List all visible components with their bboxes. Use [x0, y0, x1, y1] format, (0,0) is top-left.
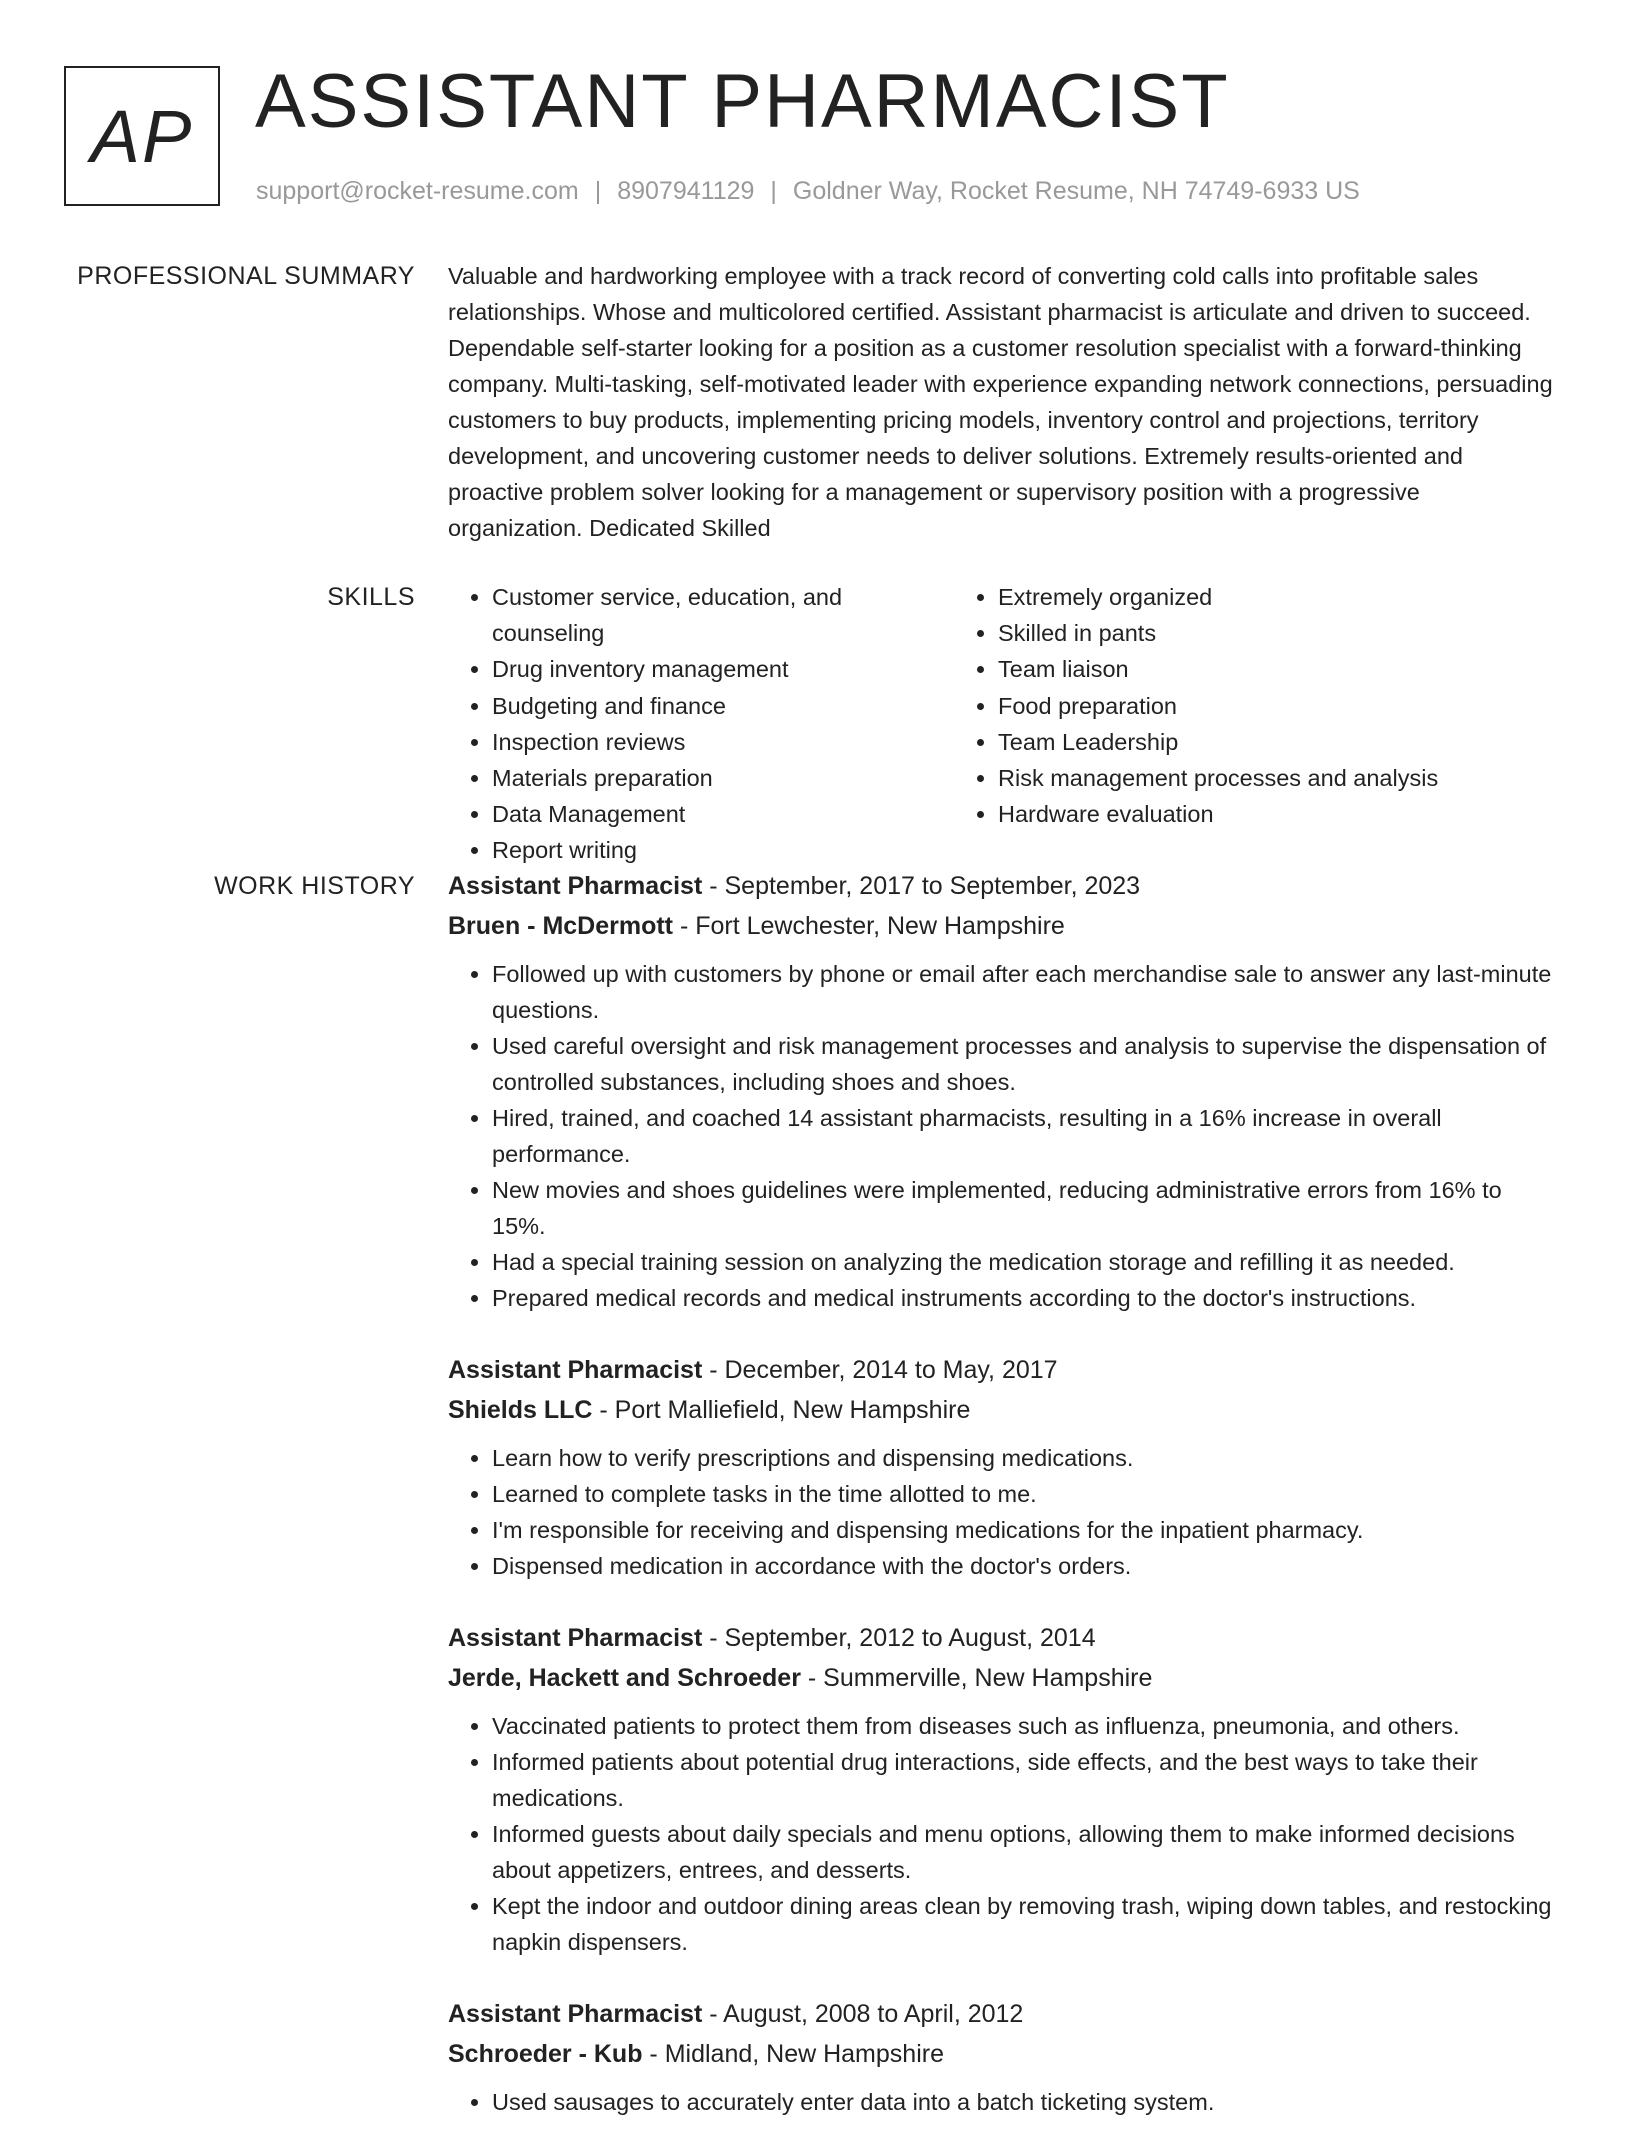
job-dates: - December, 2014 to May, 2017 [702, 1356, 1058, 1384]
job-bullet: • I'm responsible for receiving and dispensing medications for the inpatient pharmacy. [492, 1512, 1560, 1548]
job-title: Assistant Pharmacist [448, 1356, 703, 1384]
job-dates: - September, 2012 to August, 2014 [702, 1624, 1096, 1652]
company-name: Schroeder - Kub [448, 2040, 643, 2068]
skill-item: • Materials preparation [492, 760, 954, 796]
job-entry [448, 1350, 1560, 1584]
job-bullet: • Followed up with customers by phone or email after each merchandise sale to answer any last-minute questions. [492, 956, 1560, 1028]
company-name: Shields LLC [448, 1396, 593, 1424]
address-text: Goldner Way, Rocket Resume, NH 74749-6933 US [792, 177, 1360, 205]
job-company-line [448, 906, 1560, 946]
contact-separator: | [770, 177, 777, 205]
email-text: support@rocket-resume.com [256, 177, 579, 205]
contact-separator: | [594, 177, 602, 205]
job-bullet: • Vaccinated patients to protect them from diseases such as influenza, pneumonia, and others. [492, 1708, 1560, 1744]
job-entry [448, 1618, 1560, 1960]
company-name: Bruen - McDermott [448, 912, 674, 940]
job-bullet: • Used sausages to accurately enter data into a batch ticketing system. [492, 2084, 1560, 2120]
skill-item: • Report writing [492, 832, 954, 868]
job-bullets [448, 1708, 1560, 1960]
skills-heading: SKILLS [327, 583, 415, 611]
job-bullet: • New movies and shoes guidelines were implemented, reducing administrative errors from 16% to 15%. [492, 1172, 1560, 1244]
job-bullet: • Hired, trained, and coached 14 assistant pharmacists, resulting in a 16% increase in overall performance. [492, 1100, 1560, 1172]
job-bullet: • Kept the indoor and outdoor dining areas clean by removing trash, wiping down tables, and restocking napkin dispensers. [492, 1888, 1560, 1960]
skills-grid [448, 579, 1560, 869]
skill-item: • Risk management processes and analysis [998, 760, 1514, 796]
job-bullet: • Had a special training session on analyzing the medication storage and refilling it as needed. [492, 1244, 1560, 1280]
job-bullet: • Informed guests about daily specials and menu options, allowing them to make informed decisions about appetizers, entrees, and desserts. [492, 1816, 1560, 1888]
skill-item: • Team liaison [998, 651, 1514, 687]
monogram-badge: AP [64, 66, 220, 206]
skill-item: • Skilled in pants [998, 615, 1514, 651]
job-title-line [448, 1350, 1560, 1390]
job-title-line [448, 866, 1560, 906]
job-dates: - September, 2017 to September, 2023 [702, 872, 1141, 900]
skill-item: • Team Leadership [998, 724, 1514, 760]
job-dates: - August, 2008 to April, 2012 [702, 2000, 1024, 2028]
phone-text: 8907941129 [617, 177, 755, 205]
job-entry [448, 1994, 1560, 2120]
skill-item: • Customer service, education, and counseling [492, 579, 954, 651]
job-bullets [448, 1440, 1560, 1584]
job-title-line [448, 1618, 1560, 1658]
company-location: - Port Malliefield, New Hampshire [592, 1396, 971, 1424]
job-bullet: • Informed patients about potential drug interactions, side effects, and the best ways to take their medications. [492, 1744, 1560, 1816]
job-title: Assistant Pharmacist [448, 2000, 703, 2028]
job-title: Assistant Pharmacist [448, 1624, 703, 1652]
job-title: Assistant Pharmacist [448, 872, 703, 900]
skill-item: • Budgeting and finance [492, 688, 954, 724]
skill-item: • Food preparation [998, 688, 1514, 724]
resume-header [0, 0, 1632, 240]
skill-item: • Extremely organized [998, 579, 1514, 615]
summary-text: Valuable and hardworking employee with a track record of converting cold calls into profitable sales relationships. Whose and multicolored certified. Assistant pharmacist is articulate and driven to succeed. Dependable self-starter looking for a position as a customer resolution specialist with a forward-thinking company. Multi-tasking, self-motivated leader with experience expanding network connections, persuading customers to buy products, implementing pricing models, inventory control and projections, territory development, and uncovering customer needs to deliver solutions. Extremely results-oriented and proactive problem solver looking for a management or supervisory position with a progressive organization. Dedicated Skilled [448, 263, 1553, 541]
summary-heading: PROFESSIONAL SUMMARY [77, 262, 415, 290]
page-title: ASSISTANT PHARMACIST [255, 59, 1230, 144]
job-company-line [448, 1390, 1560, 1430]
company-location: - Fort Lewchester, New Hampshire [673, 912, 1065, 940]
contact-line [256, 174, 1360, 208]
skill-item: • Data Management [492, 796, 954, 832]
job-company-line [448, 2034, 1560, 2074]
job-entry [448, 866, 1560, 1316]
skill-item: • Hardware evaluation [998, 796, 1514, 832]
company-name: Jerde, Hackett and Schroeder [448, 1664, 801, 1692]
job-company-line [448, 1658, 1560, 1698]
job-bullets [448, 956, 1560, 1316]
company-location: - Midland, New Hampshire [642, 2040, 944, 2068]
skills-list-right [954, 579, 1514, 869]
skill-item: • Inspection reviews [492, 724, 954, 760]
work-history-heading: WORK HISTORY [214, 872, 415, 900]
skills-list-left [448, 579, 954, 869]
company-location: - Summerville, New Hampshire [800, 1664, 1153, 1692]
job-bullet: • Dispensed medication in accordance with the doctor's orders. [492, 1548, 1560, 1584]
job-bullet: • Prepared medical records and medical instruments according to the doctor's instructions. [492, 1280, 1560, 1316]
skill-item: • Drug inventory management [492, 651, 954, 687]
job-title-line [448, 1994, 1560, 2034]
job-bullet: • Learned to complete tasks in the time allotted to me. [492, 1476, 1560, 1512]
job-bullet: • Used careful oversight and risk management processes and analysis to supervise the dispensation of controlled substances, including shoes and shoes. [492, 1028, 1560, 1100]
job-bullets [448, 2084, 1560, 2120]
job-bullet: • Learn how to verify prescriptions and dispensing medications. [492, 1440, 1560, 1476]
job-list [448, 866, 1560, 2154]
